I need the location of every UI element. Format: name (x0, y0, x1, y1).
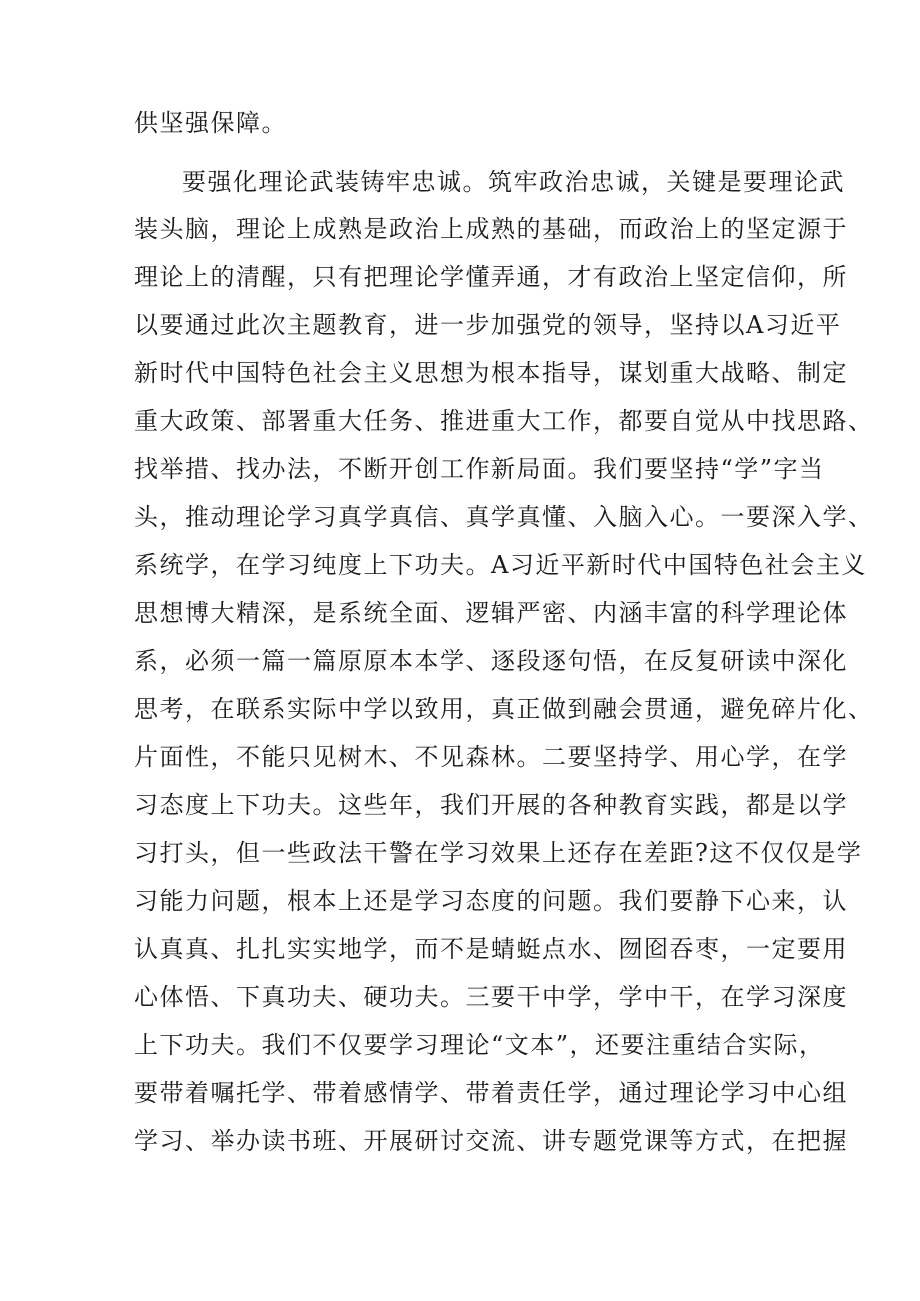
paragraph-line-10: 系统学，在学习纯度上下功夫。A习近平新时代中国特色社会主义 (134, 551, 867, 579)
paragraph-line-17: 习能力问题，根本上还是学习态度的问题。我们要静下心来，认 (134, 887, 848, 915)
paragraph-line-18: 认真真、扎扎实实地学，而不是蜻蜓点水、囫囵吞枣，一定要用 (134, 935, 848, 963)
paragraph-line-20: 上下功夫。我们不仅要学习理论“文本”，还要注重结合实际， (134, 1031, 825, 1059)
paragraph-line-15: 习态度上下功夫。这些年，我们开展的各种教育实践，都是以学 (134, 791, 848, 819)
paragraph-line-3: 装头脑，理论上成熟是政治上成熟的基础，而政治上的坚定源于 (134, 215, 848, 243)
paragraph-line-16: 习打头，但一些政法干警在学习效果上还存在差距?这不仅仅是学 (134, 839, 863, 867)
paragraph-line-6: 新时代中国特色社会主义思想为根本指导，谋划重大战略、制定 (134, 359, 848, 387)
paragraph-line-5: 以要通过此次主题教育，进一步加强党的领导，坚持以A习近平 (134, 311, 842, 339)
paragraph-line-14: 片面性，不能只见树木、不见森林。二要坚持学、用心学，在学 (134, 743, 848, 771)
paragraph-line-8: 找举措、找办法，不断开创工作新局面。我们要坚持“学”字当 (134, 455, 825, 483)
paragraph-line-1: 供坚强保障。 (134, 109, 287, 137)
paragraph-line-19: 心体悟、下真功夫、硬功夫。三要干中学，学中干，在学习深度 (134, 983, 848, 1011)
paragraph-line-13: 思考，在联系实际中学以致用，真正做到融会贯通，避免碎片化、 (134, 695, 874, 723)
paragraph-line-7: 重大政策、部署重大任务、推进重大工作，都要自觉从中找思路、 (134, 407, 874, 435)
paragraph-line-9: 头，推动理论学习真学真信、真学真懂、入脑入心。一要深入学、 (134, 503, 874, 531)
paragraph-line-11: 思想博大精深，是系统全面、逻辑严密、内涵丰富的科学理论体 (134, 599, 848, 627)
paragraph-line-22: 学习、举办读书班、开展研讨交流、讲专题党课等方式，在把握 (134, 1127, 848, 1155)
paragraph-line-21: 要带着嘱托学、带着感情学、带着责任学，通过理论学习中心组 (134, 1079, 848, 1107)
paragraph-line-4: 理论上的清醒，只有把理论学懂弄通，才有政治上坚定信仰，所 (134, 263, 848, 291)
paragraph-line-2: 要强化理论武装铸牢忠诚。筑牢政治忠诚，关键是要理论武 (182, 168, 845, 196)
paragraph-line-12: 系，必须一篇一篇原原本本学、逐段逐句悟，在反复研读中深化 (134, 647, 848, 675)
